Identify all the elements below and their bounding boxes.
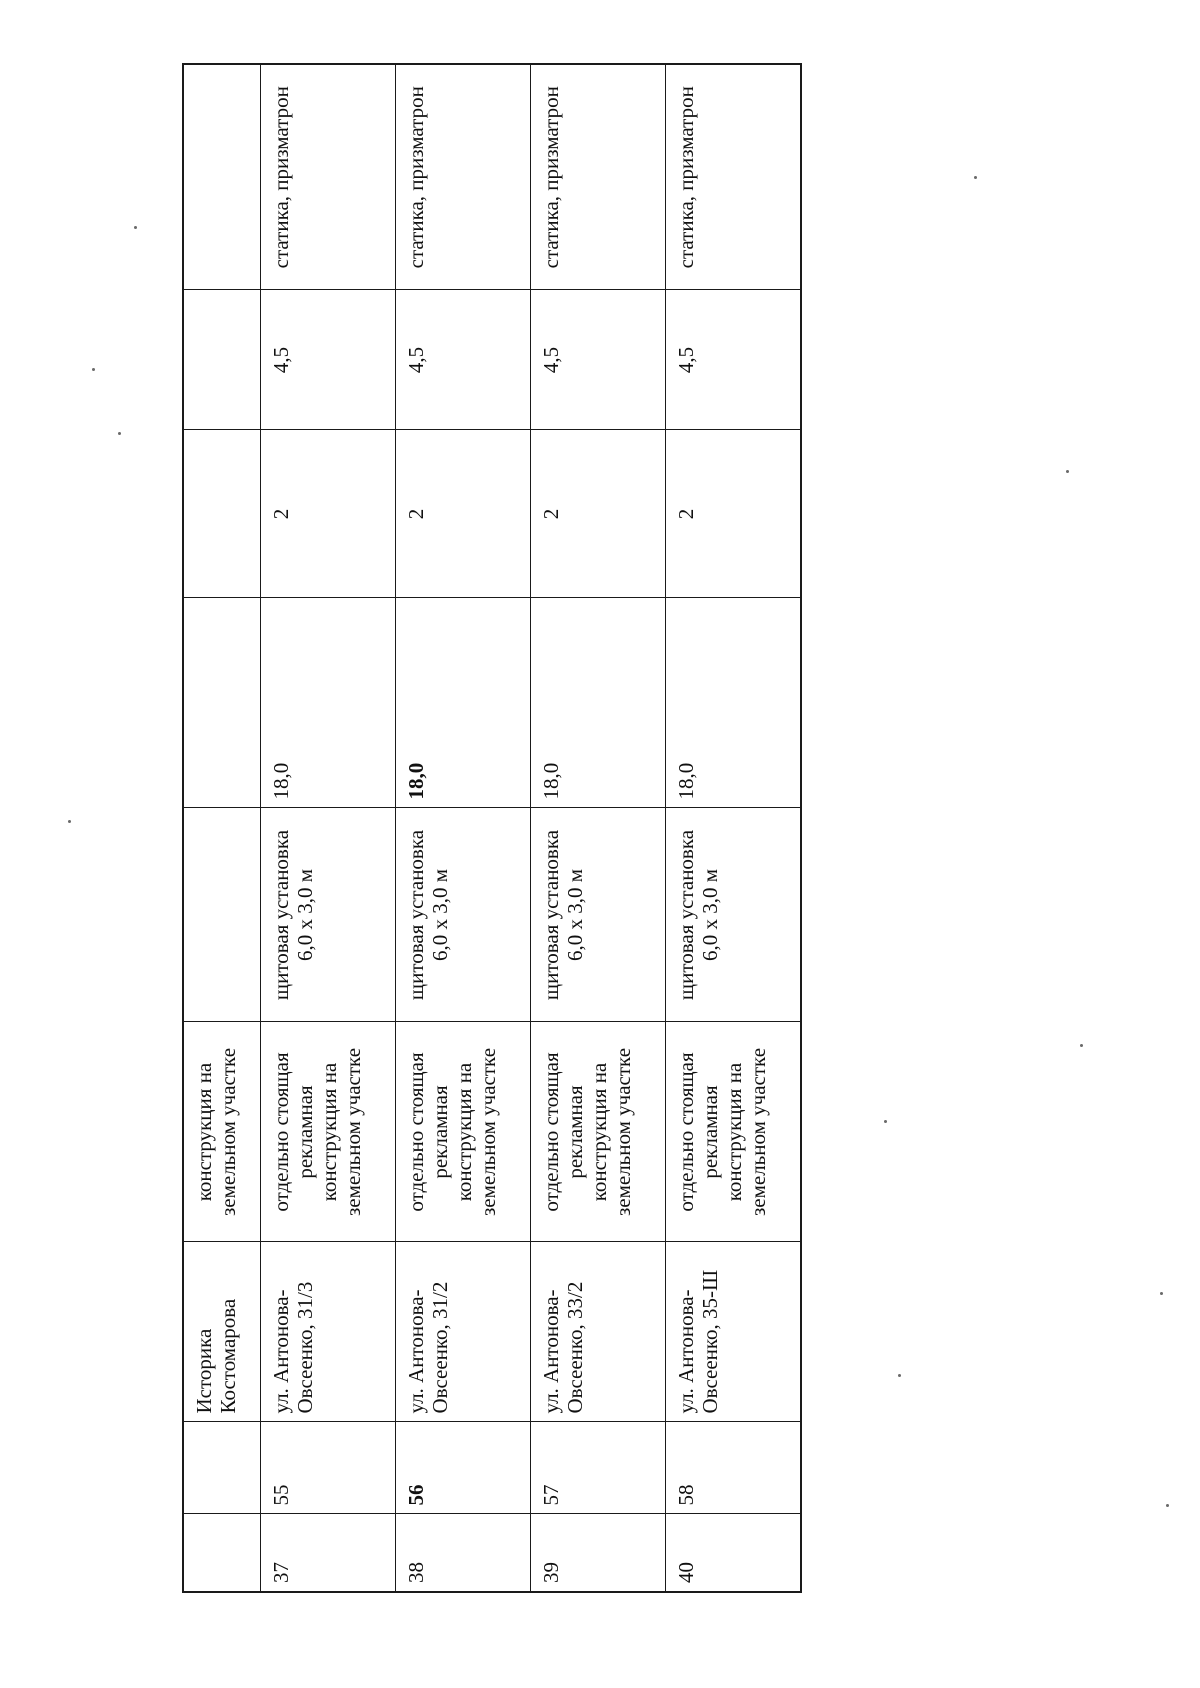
cell-height: 4,5	[396, 290, 531, 430]
cell-construction	[183, 808, 261, 1022]
cell-kind: статика, призматрон	[261, 64, 396, 290]
cell-sides	[183, 430, 261, 598]
cell-address: ул. Антонова-Овсеенко, 31/2	[396, 1242, 531, 1422]
cell-id: 57	[531, 1422, 666, 1514]
cell-height: 4,5	[531, 290, 666, 430]
cell-type: конструкция на земельном участке	[183, 1022, 261, 1242]
cell-sides: 2	[396, 430, 531, 598]
cell-area: 18,0	[261, 598, 396, 808]
cell-id	[183, 1422, 261, 1514]
cell-type: отдельно стоящая рекламная конструкция на земельном участке	[396, 1022, 531, 1242]
table-row-continuation	[183, 64, 261, 1592]
cell-construction: щитовая установка 6,0 х 3,0 м	[531, 808, 666, 1022]
cell-kind: статика, призматрон	[396, 64, 531, 290]
cell-height	[183, 290, 261, 430]
rotated-table-wrapper	[182, 65, 1012, 1593]
cell-height: 4,5	[666, 290, 802, 430]
cell-construction: щитовая установка 6,0 х 3,0 м	[666, 808, 802, 1022]
cell-id: 55	[261, 1422, 396, 1514]
scan-speck	[118, 432, 121, 435]
cell-kind	[183, 64, 261, 290]
table-row	[396, 64, 531, 1592]
cell-type: отдельно стоящая рекламная конструкция на земельном участке	[261, 1022, 396, 1242]
cell-construction: щитовая установка 6,0 х 3,0 м	[261, 808, 396, 1022]
cell-no: 37	[261, 1514, 396, 1592]
cell-address: Историка Костомарова	[183, 1242, 261, 1422]
cell-sides: 2	[531, 430, 666, 598]
cell-kind: статика, призматрон	[531, 64, 666, 290]
cell-construction: щитовая установка 6,0 х 3,0 м	[396, 808, 531, 1022]
scan-speck	[1066, 470, 1069, 473]
cell-area: 18,0	[396, 598, 531, 808]
cell-no	[183, 1514, 261, 1592]
cell-no: 39	[531, 1514, 666, 1592]
scan-speck	[1160, 1292, 1163, 1295]
cell-type: отдельно стоящая рекламная конструкция на земельном участке	[531, 1022, 666, 1242]
scan-speck	[134, 226, 137, 229]
cell-id: 58	[666, 1422, 802, 1514]
cell-sides: 2	[666, 430, 802, 598]
cell-address: ул. Антонова-Овсеенко, 33/2	[531, 1242, 666, 1422]
scan-speck	[68, 820, 71, 823]
cell-height: 4,5	[261, 290, 396, 430]
cell-no: 40	[666, 1514, 802, 1592]
cell-address: ул. Антонова-Овсеенко, 31/3	[261, 1242, 396, 1422]
cell-area: 18,0	[531, 598, 666, 808]
cell-no: 38	[396, 1514, 531, 1592]
cell-area: 18,0	[666, 598, 802, 808]
table-row	[531, 64, 666, 1592]
scan-speck	[1080, 1044, 1083, 1047]
table-row	[261, 64, 396, 1592]
scan-speck	[92, 368, 95, 371]
table-row	[666, 64, 802, 1592]
cell-sides: 2	[261, 430, 396, 598]
cell-area	[183, 598, 261, 808]
ad-structures-table	[182, 63, 802, 1593]
cell-kind: статика, призматрон	[666, 64, 802, 290]
cell-type: отдельно стоящая рекламная конструкция на земельном участке	[666, 1022, 802, 1242]
scan-speck	[1166, 1504, 1169, 1507]
cell-address: ул. Антонова-Овсеенко, 35-Ш	[666, 1242, 802, 1422]
cell-id: 56	[396, 1422, 531, 1514]
